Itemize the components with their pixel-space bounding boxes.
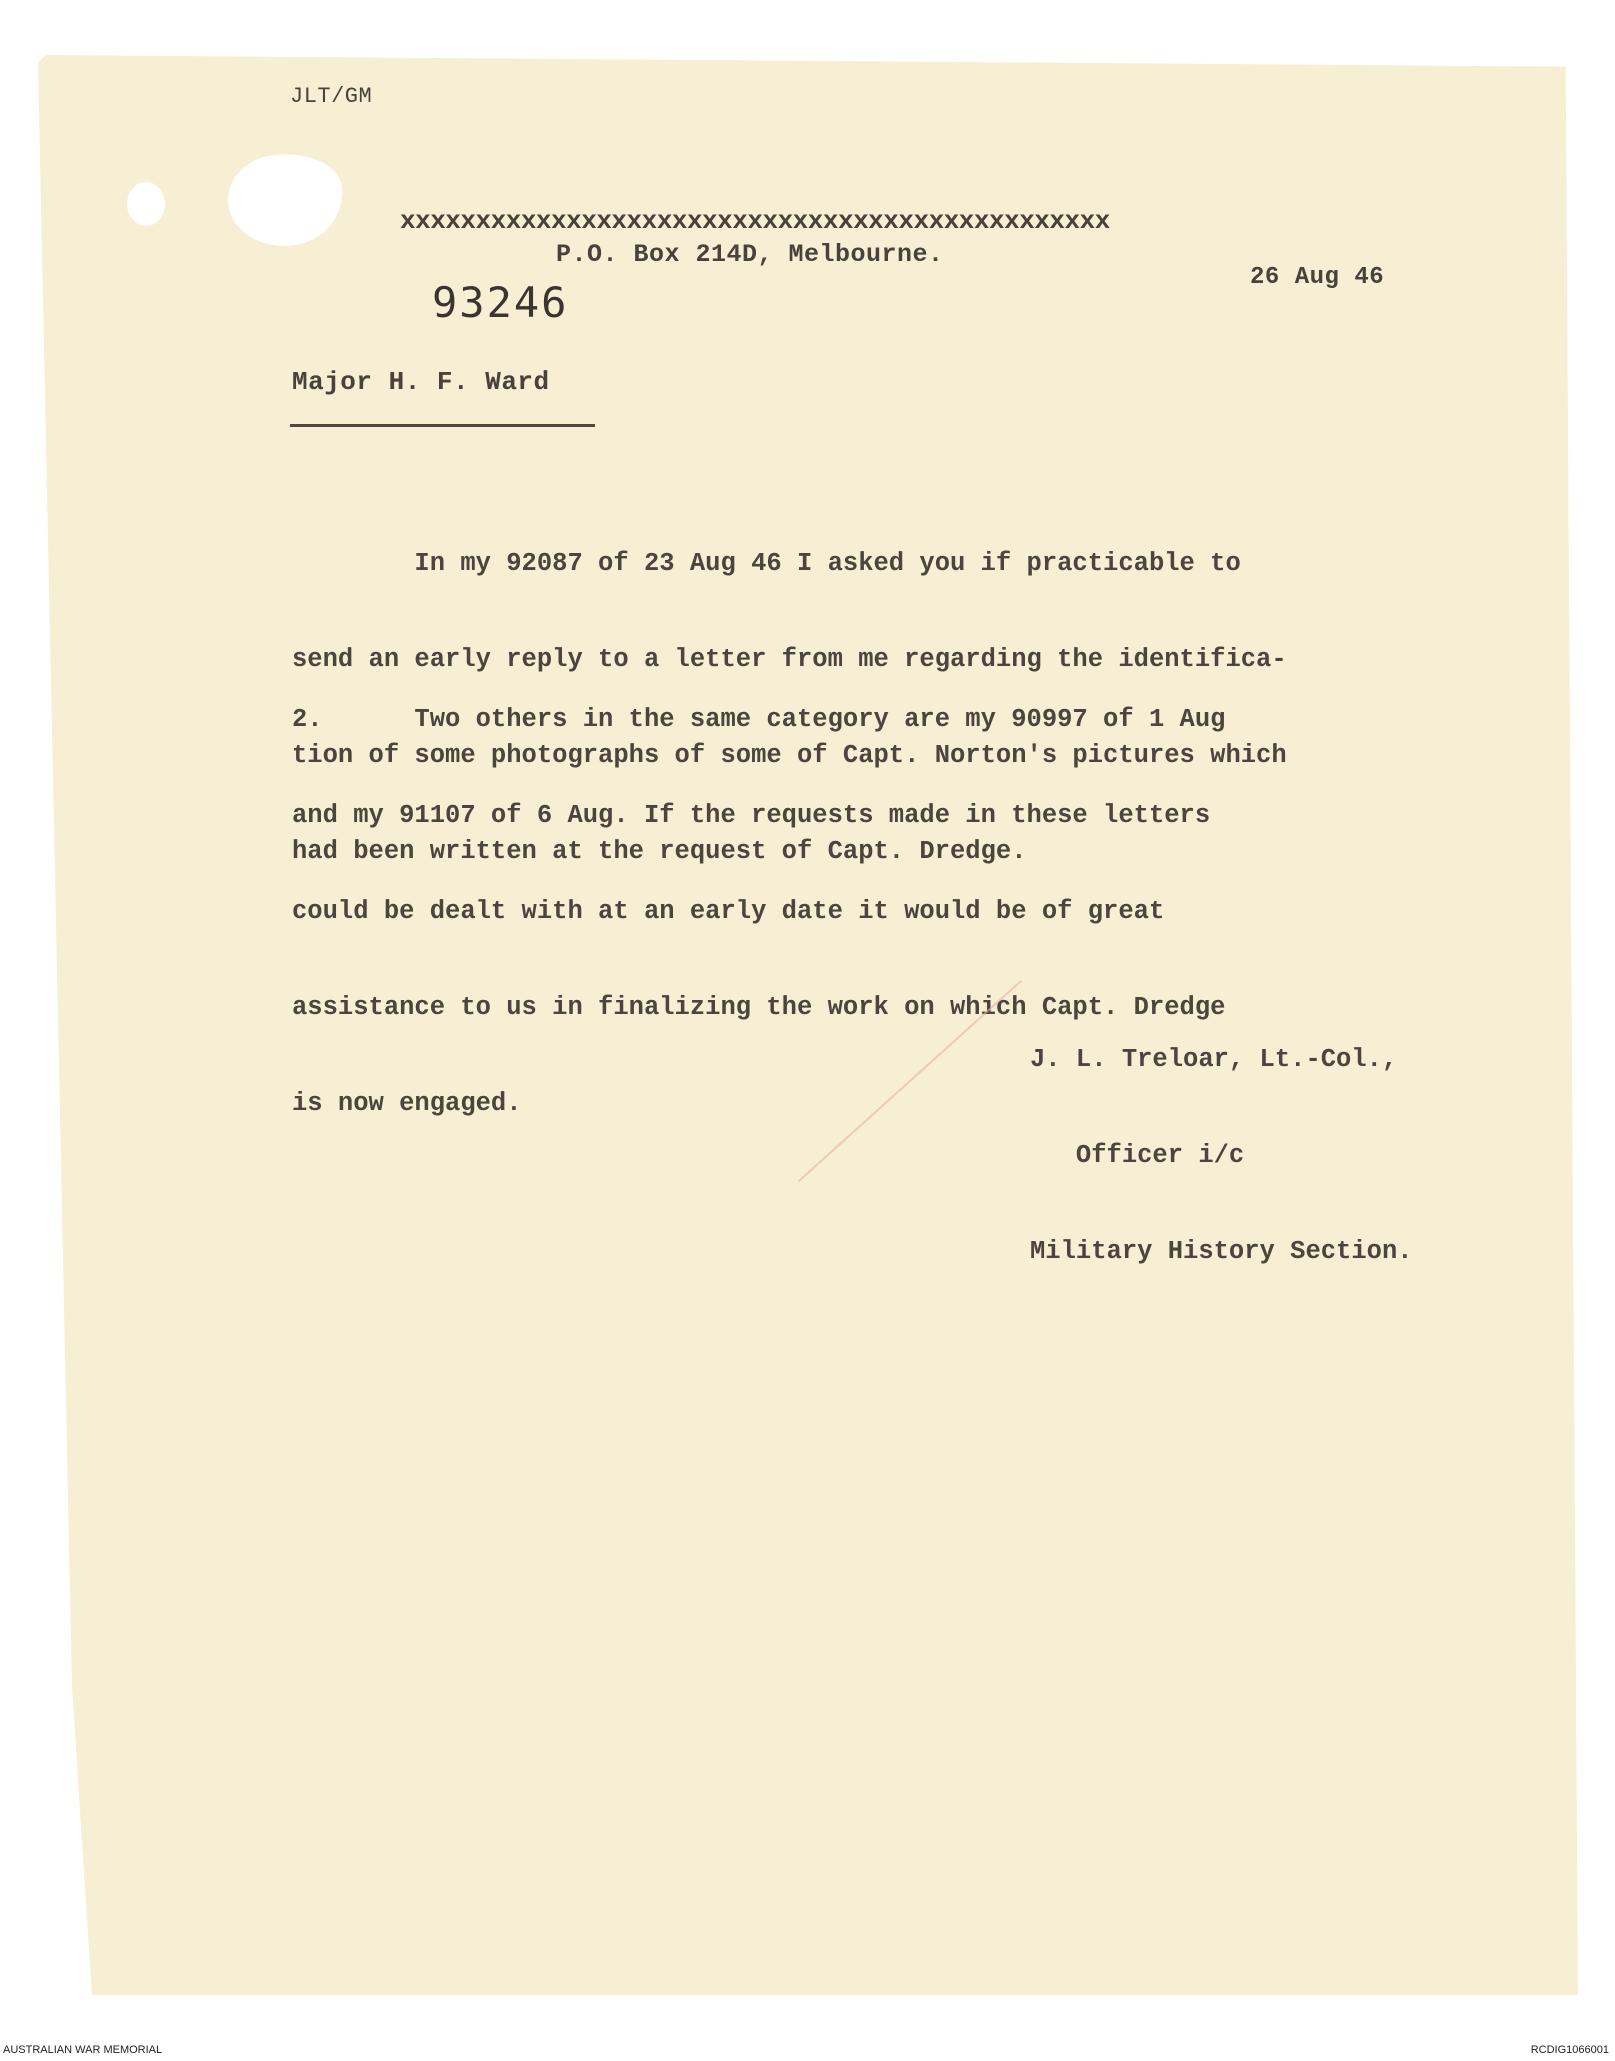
reference-number-stamp: 93246 — [432, 278, 569, 327]
paragraph-line: tion of some photographs of some of Capt. Norton's pictures which — [292, 741, 1287, 770]
paragraph-line: and my 91107 of 6 Aug. If the requests made in these letters — [292, 801, 1211, 830]
signatory-section: Military History Section. — [1030, 1237, 1413, 1266]
struck-out-letterhead: xxxxxxxxxxxxxxxxxxxxxxxxxxxxxxxxxxxxxxxxxxxxxxx — [400, 206, 1110, 236]
addressee: Major H. F. Ward — [292, 367, 550, 397]
signatory-name: J. L. Treloar, Lt.-Col., — [1030, 1045, 1398, 1074]
paragraph-line: assistance to us in finalizing the work on which Capt. Dredge — [292, 993, 1226, 1022]
paragraph-line: In my 92087 of 23 Aug 46 I asked you if practicable to — [292, 549, 1241, 578]
typist-initials: JLT/GM — [290, 84, 373, 109]
archive-id: RCDIG1066001 — [1530, 2044, 1609, 2056]
paragraph-line: had been written at the request of Capt. Dredge. — [292, 837, 1027, 866]
signatory-title: Officer i/c — [1030, 1141, 1245, 1170]
paragraph-line: is now engaged. — [292, 1089, 522, 1118]
paragraph-line: could be dealt with at an early date it would be of great — [292, 897, 1165, 926]
paragraph-line: 2. Two others in the same category are my 90997 of 1 Aug — [292, 705, 1226, 734]
addressee-underline — [290, 424, 595, 427]
letter-date: 26 Aug 46 — [1250, 264, 1385, 291]
signature-block — [1030, 980, 1413, 1300]
paragraph-line: send an early reply to a letter from me regarding the identifica- — [292, 645, 1287, 674]
archive-credit: AUSTRALIAN WAR MEMORIAL — [3, 2044, 163, 2056]
sender-address: P.O. Box 214D, Melbourne. — [556, 240, 944, 269]
punch-hole — [127, 182, 165, 226]
